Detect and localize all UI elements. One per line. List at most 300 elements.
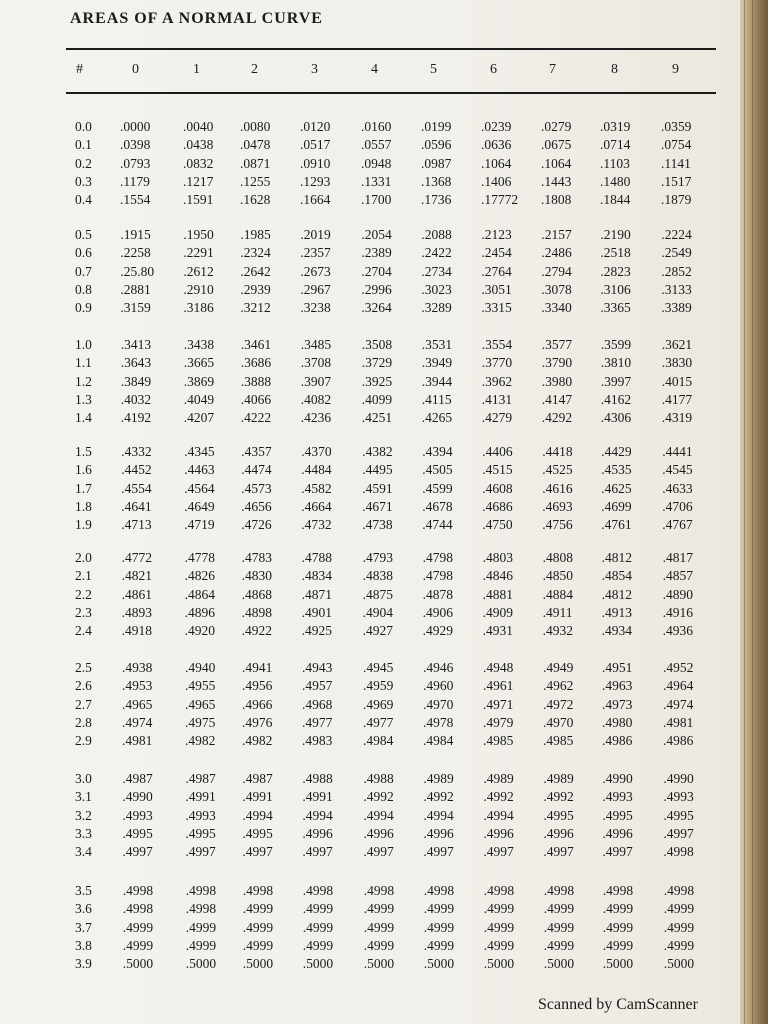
table-row: [0, 281, 740, 299]
area-cell: .4854: [601, 568, 632, 584]
area-cell: .4599: [422, 480, 453, 496]
area-cell: .3621: [661, 337, 693, 352]
area-cell: .4131: [481, 391, 513, 407]
z-value-cell: 1.4: [75, 410, 92, 426]
area-cell: .4744: [422, 517, 453, 533]
area-cell: .1985: [240, 227, 271, 242]
area-cell: .0987: [421, 155, 452, 171]
area-cell: .4993: [185, 807, 216, 823]
area-cell: .4993: [122, 807, 153, 823]
area-cell: .2324: [240, 245, 271, 261]
area-cell: .2642: [240, 263, 271, 279]
area-cell: .4991: [302, 789, 333, 805]
area-cell: .4998: [302, 883, 334, 898]
area-cell: .4999: [242, 937, 274, 953]
area-cell: .4959: [363, 678, 394, 694]
area-cell: .4988: [302, 771, 333, 786]
area-cell: .4946: [423, 660, 454, 675]
area-cell: .4998: [363, 883, 395, 898]
area-cell: .1879: [661, 192, 692, 208]
area-cell: .1064: [481, 155, 512, 171]
area-cell: .3962: [481, 373, 513, 389]
area-cell: .3159: [120, 300, 151, 316]
area-cell: .4996: [602, 825, 633, 841]
z-value-cell: 3.4: [75, 844, 92, 860]
area-cell: .4945: [363, 660, 394, 675]
area-cell: .4920: [184, 623, 215, 639]
area-cell: .4922: [241, 623, 272, 639]
z-value-cell: 0.5: [75, 227, 92, 242]
area-cell: .4988: [363, 771, 394, 786]
area-cell: .4441: [662, 444, 693, 459]
table-row: [0, 955, 740, 973]
area-cell: .4999: [423, 901, 455, 917]
area-cell: .2939: [240, 281, 271, 297]
area-cell: .4948: [483, 660, 514, 675]
area-cell: .2422: [421, 245, 452, 261]
area-cell: .3438: [183, 337, 215, 352]
z-value-cell: 1.2: [75, 373, 92, 389]
area-cell: .4406: [482, 444, 513, 459]
z-value-cell: 3.6: [75, 901, 92, 917]
area-cell: .4952: [663, 660, 694, 675]
area-cell: .4957: [302, 678, 333, 694]
area-cell: .4633: [662, 480, 693, 496]
table-row: [0, 919, 740, 937]
area-cell: .4319: [661, 410, 693, 426]
area-cell: .4898: [241, 604, 272, 620]
area-cell: .4798: [422, 550, 453, 565]
area-cell: .4998: [663, 844, 694, 860]
z-value-cell: 3.0: [75, 771, 92, 786]
area-cell: .1331: [361, 173, 392, 189]
area-cell: .4998: [663, 883, 695, 898]
area-cell: .4850: [542, 568, 573, 584]
area-cell: .3340: [541, 300, 572, 316]
area-cell: .4995: [543, 807, 574, 823]
area-cell: .4980: [602, 714, 633, 730]
z-value-cell: 0.6: [75, 245, 92, 261]
area-cell: .4996: [363, 825, 394, 841]
area-cell: .4972: [543, 696, 574, 712]
area-cell: .4998: [122, 901, 154, 917]
area-cell: .4990: [663, 771, 694, 786]
area-cell: .0160: [361, 119, 392, 134]
area-cell: .4994: [423, 807, 454, 823]
z-value-cell: 3.9: [75, 956, 92, 972]
area-cell: .2258: [120, 245, 151, 261]
table-row: [0, 443, 740, 461]
area-cell: .4985: [543, 733, 574, 749]
area-cell: .4999: [185, 919, 217, 935]
area-cell: .3106: [600, 281, 631, 297]
area-cell: .4591: [362, 480, 393, 496]
area-cell: .4965: [185, 696, 216, 712]
area-cell: .4999: [423, 937, 455, 953]
area-cell: .3264: [361, 300, 392, 316]
area-cell: .2881: [120, 281, 151, 297]
area-cell: .1064: [541, 155, 572, 171]
area-cell: .4756: [542, 517, 573, 533]
header-col-3: 3: [311, 62, 318, 77]
area-cell: .4992: [363, 789, 394, 805]
area-cell: .3869: [183, 373, 215, 389]
table-row: [0, 391, 740, 409]
area-cell: .4616: [542, 480, 573, 496]
area-cell: .4693: [542, 498, 573, 514]
table-row: [0, 900, 740, 918]
area-cell: .4995: [122, 825, 153, 841]
area-cell: .0832: [183, 155, 214, 171]
area-cell: .2054: [361, 227, 392, 242]
area-cell: .1950: [183, 227, 214, 242]
area-cell: .4999: [302, 919, 334, 935]
table-row: [0, 696, 740, 714]
book-spine: [740, 0, 768, 1024]
area-cell: .4986: [602, 733, 633, 749]
area-cell: .1554: [120, 192, 151, 208]
area-cell: .0793: [120, 155, 151, 171]
table-row: [0, 788, 740, 806]
area-cell: .4803: [482, 550, 513, 565]
area-cell: .5000: [663, 956, 695, 972]
table-row: [0, 843, 740, 861]
area-cell: .4788: [301, 550, 332, 565]
table-row: [0, 882, 740, 900]
table-row: [0, 516, 740, 534]
area-cell: .4699: [601, 498, 632, 514]
area-cell: .3849: [120, 373, 152, 389]
area-cell: .0120: [300, 119, 331, 134]
area-cell: .4418: [542, 444, 573, 459]
z-value-cell: 1.8: [75, 498, 92, 514]
table-row: [0, 155, 740, 173]
area-cell: .0948: [361, 155, 392, 171]
area-cell: .4871: [301, 586, 332, 602]
area-cell: .4251: [361, 410, 393, 426]
area-cell: .17772: [481, 192, 519, 208]
page-title: AREAS OF A NORMAL CURVE: [70, 10, 323, 27]
area-cell: .3051: [481, 281, 512, 297]
area-cell: .2673: [300, 263, 331, 279]
area-cell: .4713: [121, 517, 152, 533]
area-cell: .4998: [423, 883, 455, 898]
area-cell: .4896: [184, 604, 215, 620]
z-value-cell: 2.1: [75, 568, 92, 584]
area-cell: .4998: [483, 883, 515, 898]
area-cell: .5000: [302, 956, 334, 972]
area-cell: .4927: [362, 623, 393, 639]
table-row: [0, 173, 740, 191]
area-cell: .0398: [120, 137, 151, 153]
table-row: [0, 480, 740, 498]
area-cell: .4778: [184, 550, 215, 565]
area-cell: .4664: [301, 498, 332, 514]
area-cell: .3997: [600, 373, 632, 389]
area-cell: .4991: [242, 789, 273, 805]
z-value-cell: 2.2: [75, 586, 92, 602]
area-cell: .4999: [483, 901, 515, 917]
area-cell: .0199: [421, 119, 452, 134]
area-cell: .4909: [482, 604, 513, 620]
area-cell: .4987: [122, 771, 153, 786]
area-cell: .4979: [483, 714, 514, 730]
area-cell: .4864: [184, 586, 215, 602]
area-cell: .4998: [602, 883, 634, 898]
area-cell: .4960: [423, 678, 454, 694]
z-value-cell: 3.8: [75, 937, 92, 953]
area-cell: .4999: [302, 901, 334, 917]
table-row: [0, 263, 740, 281]
table-row: [0, 191, 740, 209]
area-cell: .4968: [302, 696, 333, 712]
area-cell: .0636: [481, 137, 512, 153]
area-cell: .4994: [363, 807, 394, 823]
area-cell: .2612: [183, 263, 214, 279]
area-cell: .4394: [422, 444, 453, 459]
area-cell: .3577: [541, 337, 573, 352]
area-cell: .4982: [242, 733, 273, 749]
area-cell: .4998: [122, 883, 154, 898]
table-row: [0, 136, 740, 154]
area-cell: .4032: [120, 391, 152, 407]
area-cell: .2486: [541, 245, 572, 261]
area-cell: .2224: [661, 227, 692, 242]
area-cell: .4738: [362, 517, 393, 533]
area-cell: .4911: [542, 604, 573, 620]
area-cell: .4999: [543, 901, 575, 917]
area-cell: .4332: [121, 444, 152, 459]
z-value-cell: 3.1: [75, 789, 92, 805]
area-cell: .1915: [120, 227, 151, 242]
z-value-cell: 0.4: [75, 192, 92, 208]
area-cell: .4875: [362, 586, 393, 602]
area-cell: .4049: [183, 391, 215, 407]
area-cell: .4981: [663, 714, 694, 730]
area-cell: .4582: [301, 480, 332, 496]
area-cell: .4686: [482, 498, 513, 514]
area-cell: .4974: [663, 696, 694, 712]
row-group: [0, 882, 740, 973]
area-cell: .4984: [423, 733, 454, 749]
area-cell: .4463: [184, 462, 215, 478]
area-cell: .4265: [421, 410, 453, 426]
area-cell: .4678: [422, 498, 453, 514]
area-cell: .4963: [602, 678, 633, 694]
row-group: [0, 226, 740, 317]
area-cell: .4955: [185, 678, 216, 694]
spine-edge-line: [744, 0, 745, 1024]
area-cell: .4997: [543, 844, 574, 860]
area-cell: .4936: [662, 623, 693, 639]
area-cell: .3949: [421, 355, 453, 371]
area-cell: .3315: [481, 300, 512, 316]
area-cell: .4750: [482, 517, 513, 533]
header-col-0: 0: [132, 62, 139, 77]
area-cell: .4997: [242, 844, 273, 860]
header-col-1: 1: [193, 62, 200, 77]
area-cell: .1664: [300, 192, 331, 208]
area-cell: .4812: [601, 550, 632, 565]
z-value-cell: 3.7: [75, 919, 92, 935]
area-cell: .4989: [543, 771, 574, 786]
area-cell: .4783: [241, 550, 272, 565]
area-cell: .4940: [185, 660, 216, 675]
area-cell: .4147: [541, 391, 573, 407]
z-value-cell: 2.9: [75, 733, 92, 749]
area-cell: .4999: [363, 937, 395, 953]
area-cell: .4987: [242, 771, 273, 786]
row-group: [0, 549, 740, 640]
area-cell: .4484: [301, 462, 332, 478]
table-row: [0, 677, 740, 695]
z-value-cell: 0.2: [75, 155, 92, 171]
area-cell: .1406: [481, 173, 512, 189]
area-cell: .4973: [602, 696, 633, 712]
area-cell: .4625: [601, 480, 632, 496]
area-cell: .4767: [662, 517, 693, 533]
area-cell: .3770: [481, 355, 513, 371]
area-cell: .4992: [423, 789, 454, 805]
area-cell: .4999: [602, 901, 634, 917]
area-cell: .4066: [240, 391, 272, 407]
area-cell: .4890: [662, 586, 693, 602]
area-cell: .2734: [421, 263, 452, 279]
z-value-cell: 1.0: [75, 337, 92, 352]
area-cell: .4115: [421, 391, 452, 407]
area-cell: .4192: [120, 410, 152, 426]
area-cell: .1103: [600, 155, 630, 171]
area-cell: .4370: [301, 444, 332, 459]
area-cell: .4808: [542, 550, 573, 565]
area-cell: .4732: [301, 517, 332, 533]
area-cell: .4495: [362, 462, 393, 478]
table-row: [0, 567, 740, 585]
area-cell: .0080: [240, 119, 271, 134]
area-cell: .3599: [600, 337, 632, 352]
area-cell: .0478: [240, 137, 271, 153]
area-cell: .4525: [542, 462, 573, 478]
area-cell: .4913: [601, 604, 632, 620]
area-cell: .4573: [241, 480, 272, 496]
area-cell: .4997: [483, 844, 514, 860]
table-row: [0, 244, 740, 262]
area-cell: .4987: [185, 771, 216, 786]
area-cell: .4969: [363, 696, 394, 712]
area-cell: .4994: [483, 807, 514, 823]
area-cell: .4554: [121, 480, 152, 496]
area-cell: .3078: [541, 281, 572, 297]
area-cell: .0714: [600, 137, 631, 153]
area-cell: .2549: [661, 245, 692, 261]
scanner-watermark: Scanned by CamScanner: [538, 996, 698, 1013]
table-row: [0, 118, 740, 136]
table-row: [0, 622, 740, 640]
area-cell: .4999: [483, 937, 515, 953]
top-rule: [66, 48, 716, 50]
area-cell: .4943: [302, 660, 333, 675]
area-cell: .2088: [421, 227, 452, 242]
area-cell: .2190: [600, 227, 631, 242]
table-row: [0, 714, 740, 732]
z-value-cell: 0.1: [75, 137, 92, 153]
area-cell: .4798: [422, 568, 453, 584]
area-cell: .0359: [661, 119, 692, 134]
area-cell: .3186: [183, 300, 214, 316]
area-cell: .4998: [185, 901, 217, 917]
table-row: [0, 807, 740, 825]
z-value-cell: 2.4: [75, 623, 92, 639]
area-cell: .1736: [421, 192, 452, 208]
table-row: [0, 409, 740, 427]
row-group: [0, 770, 740, 861]
area-cell: .2823: [600, 263, 631, 279]
area-cell: .4162: [600, 391, 632, 407]
header-rule: [66, 92, 716, 94]
area-cell: .4991: [185, 789, 216, 805]
area-cell: .4918: [121, 623, 152, 639]
area-cell: .5000: [242, 956, 274, 972]
area-cell: .4929: [422, 623, 453, 639]
table-header-row: [0, 62, 740, 82]
area-cell: .0517: [300, 137, 331, 153]
area-cell: .1293: [300, 173, 331, 189]
area-cell: .4999: [543, 919, 575, 935]
area-cell: .3508: [361, 337, 393, 352]
area-cell: .4306: [600, 410, 632, 426]
area-cell: .4999: [122, 919, 154, 935]
area-cell: .4772: [121, 550, 152, 565]
area-cell: .2704: [361, 263, 392, 279]
area-cell: .2454: [481, 245, 512, 261]
area-cell: .4999: [663, 901, 695, 917]
area-cell: .4978: [423, 714, 454, 730]
area-cell: .4099: [361, 391, 393, 407]
area-cell: .4535: [601, 462, 632, 478]
area-cell: .4821: [121, 568, 152, 584]
area-cell: .1217: [183, 173, 214, 189]
area-cell: .4993: [602, 789, 633, 805]
area-cell: .5000: [363, 956, 395, 972]
area-cell: .4999: [363, 919, 395, 935]
area-cell: .3790: [541, 355, 573, 371]
area-cell: .4986: [663, 733, 694, 749]
area-cell: .4998: [543, 883, 575, 898]
table-row: [0, 732, 740, 750]
area-cell: .4999: [242, 901, 274, 917]
area-cell: .5000: [423, 956, 455, 972]
z-value-cell: 3.2: [75, 807, 92, 823]
area-cell: .4177: [661, 391, 693, 407]
header-z-label: #: [76, 62, 83, 77]
area-cell: .4997: [363, 844, 394, 860]
area-cell: .4965: [122, 696, 153, 712]
area-cell: .4236: [300, 410, 332, 426]
area-cell: .4608: [482, 480, 513, 496]
area-cell: .3729: [361, 355, 393, 371]
area-cell: .3686: [240, 355, 272, 371]
area-cell: .0754: [661, 137, 692, 153]
area-cell: .4977: [363, 714, 394, 730]
area-cell: .4207: [183, 410, 215, 426]
area-cell: .4999: [122, 937, 154, 953]
area-cell: .4999: [663, 919, 695, 935]
table-row: [0, 604, 740, 622]
area-cell: .4641: [121, 498, 152, 514]
z-value-cell: 1.7: [75, 480, 92, 496]
area-cell: .4999: [185, 937, 217, 953]
area-cell: .2291: [183, 245, 214, 261]
